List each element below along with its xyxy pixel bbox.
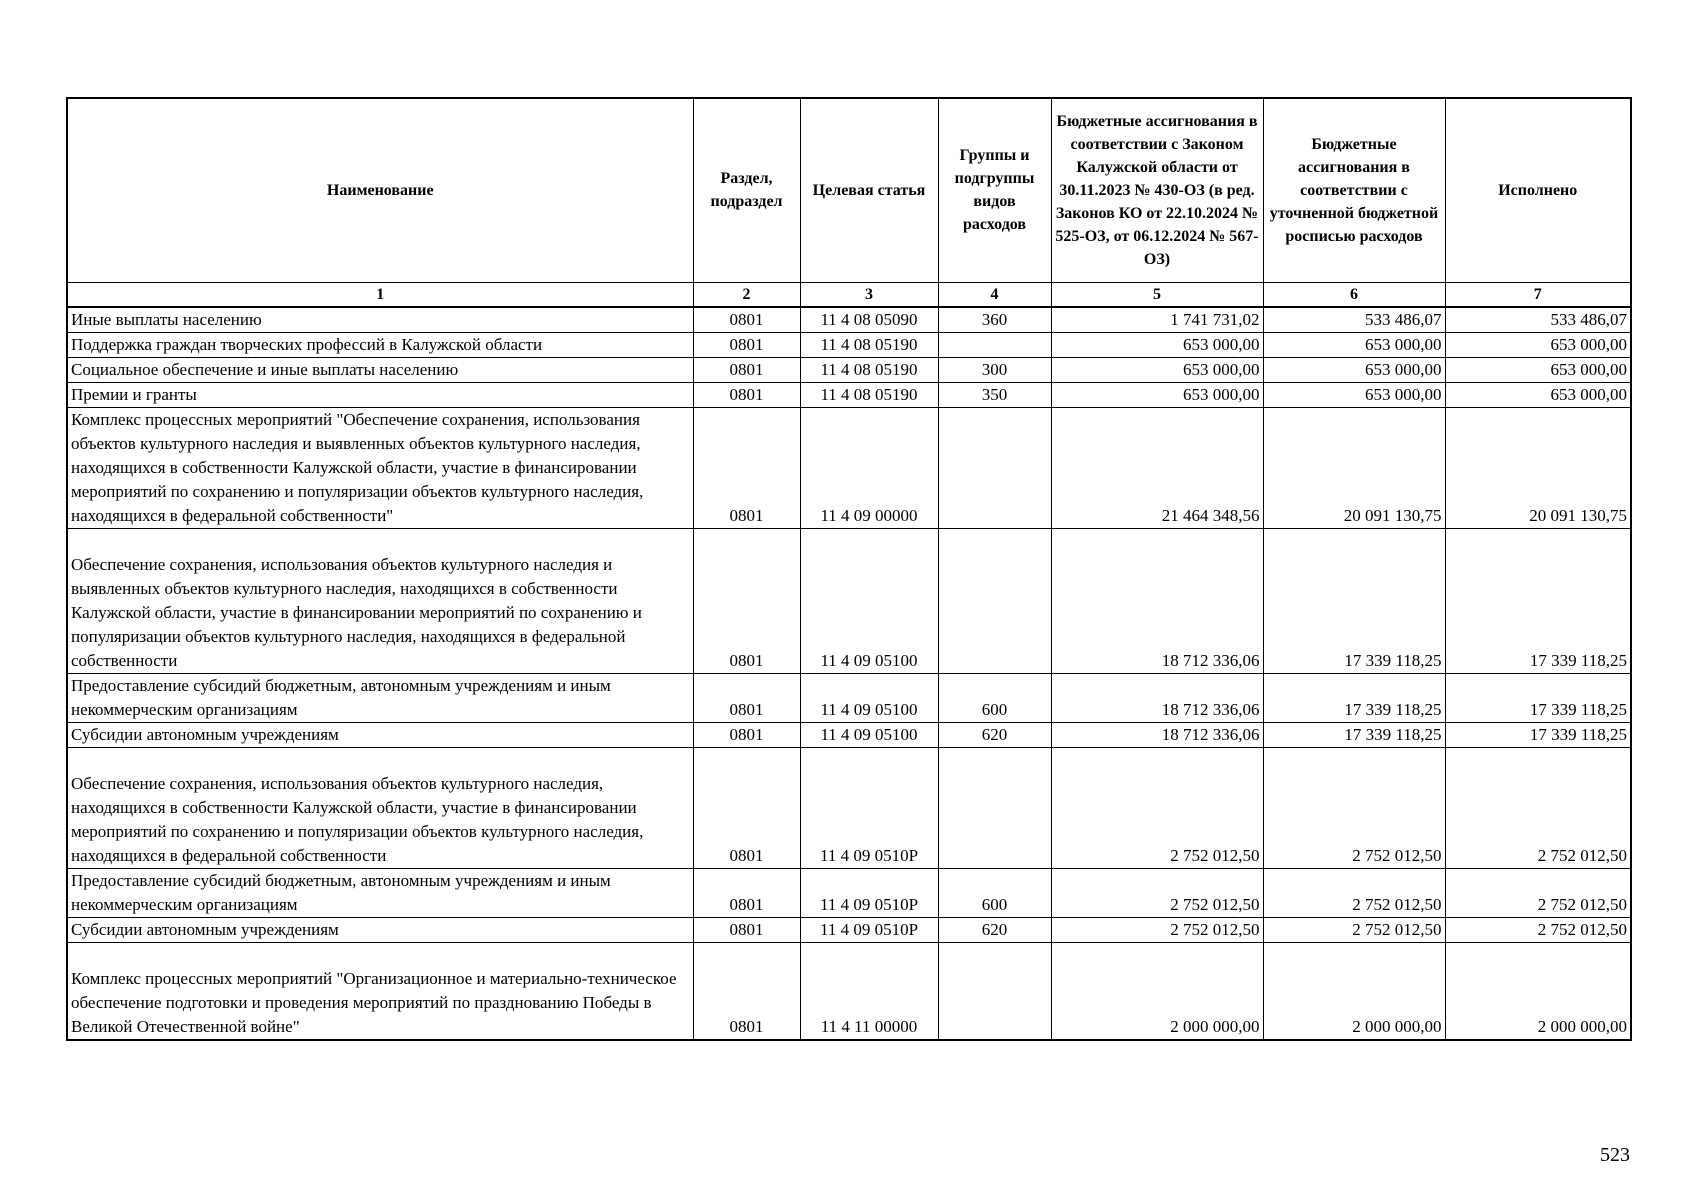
row-refined-amount: 2 752 012,50: [1263, 917, 1445, 942]
table-row: [67, 673, 1631, 722]
row-name: Премии и гранты: [67, 382, 693, 407]
row-executed-amount: 2 752 012,50: [1445, 868, 1631, 917]
row-refined-amount: 20 091 130,75: [1263, 407, 1445, 528]
page-number: 523: [1600, 1144, 1630, 1166]
row-group: 300: [938, 357, 1051, 382]
row-refined-amount: 17 339 118,25: [1263, 722, 1445, 747]
row-law-amount: 2 752 012,50: [1051, 747, 1263, 868]
col-header-article: Целевая статья: [800, 98, 938, 282]
row-article: 11 4 09 05100: [800, 722, 938, 747]
row-article: 11 4 08 05190: [800, 382, 938, 407]
row-group: 600: [938, 673, 1051, 722]
row-name: Комплекс процессных мероприятий "Организационное и материально-техническое обеспечение подготовки и проведения мероприятий по празднованию Победы в Великой Отечественной войне": [67, 942, 693, 1040]
row-name: Поддержка граждан творческих профессий в Калужской области: [67, 332, 693, 357]
table-row: [67, 332, 1631, 357]
row-name: Предоставление субсидий бюджетным, автономным учреждениям и иным некоммерческим организациям: [67, 673, 693, 722]
budget-table: [66, 97, 1632, 1041]
table-row: [67, 407, 1631, 528]
row-group: 620: [938, 917, 1051, 942]
row-law-amount: 653 000,00: [1051, 382, 1263, 407]
row-executed-amount: 17 339 118,25: [1445, 673, 1631, 722]
row-section: 0801: [693, 722, 800, 747]
col-number: 1: [67, 282, 693, 307]
col-number: 6: [1263, 282, 1445, 307]
table-row: [67, 528, 1631, 673]
row-article: 11 4 09 05100: [800, 528, 938, 673]
row-executed-amount: 2 000 000,00: [1445, 942, 1631, 1040]
col-number: 3: [800, 282, 938, 307]
row-section: 0801: [693, 673, 800, 722]
row-law-amount: 1 741 731,02: [1051, 307, 1263, 333]
row-group: [938, 528, 1051, 673]
row-executed-amount: 17 339 118,25: [1445, 528, 1631, 673]
row-article: 11 4 09 00000: [800, 407, 938, 528]
row-refined-amount: 653 000,00: [1263, 357, 1445, 382]
row-name: Обеспечение сохранения, использования объектов культурного наследия и выявленных объектов культурного наследия, находящихся в собственности Калужской области, участие в финансировании мероприятий по сохранению и популяризации объектов культурного наследия, находящихся в федеральной собственности: [67, 528, 693, 673]
row-executed-amount: 17 339 118,25: [1445, 722, 1631, 747]
row-name: Социальное обеспечение и иные выплаты населению: [67, 357, 693, 382]
col-header-law: Бюджетные ассигнования в соответствии с Законом Калужской области от 30.11.2023 № 430-ОЗ (в ред. Законов КО от 22.10.2024 № 525-ОЗ, от 06.12.2024 № 567-ОЗ): [1051, 98, 1263, 282]
row-name: Субсидии автономным учреждениям: [67, 917, 693, 942]
row-article: 11 4 11 00000: [800, 942, 938, 1040]
row-executed-amount: 653 000,00: [1445, 357, 1631, 382]
table-row: [67, 382, 1631, 407]
row-law-amount: 653 000,00: [1051, 332, 1263, 357]
table-row: [67, 942, 1631, 1040]
col-header-group: Группы и подгруппы видов расходов: [938, 98, 1051, 282]
table-row: [67, 357, 1631, 382]
row-law-amount: 18 712 336,06: [1051, 722, 1263, 747]
row-executed-amount: 533 486,07: [1445, 307, 1631, 333]
row-name: Предоставление субсидий бюджетным, автономным учреждениям и иным некоммерческим организациям: [67, 868, 693, 917]
row-section: 0801: [693, 332, 800, 357]
table-row: [67, 917, 1631, 942]
row-article: 11 4 09 0510P: [800, 917, 938, 942]
row-refined-amount: 2 752 012,50: [1263, 747, 1445, 868]
row-refined-amount: 2 000 000,00: [1263, 942, 1445, 1040]
row-section: 0801: [693, 357, 800, 382]
row-section: 0801: [693, 528, 800, 673]
table-row: [67, 307, 1631, 333]
row-section: 0801: [693, 307, 800, 333]
row-group: [938, 942, 1051, 1040]
col-header-section: Раздел, подраздел: [693, 98, 800, 282]
row-law-amount: 18 712 336,06: [1051, 673, 1263, 722]
row-name: Комплекс процессных мероприятий "Обеспечение сохранения, использования объектов культурного наследия и выявленных объектов культурного наследия, находящихся в собственности Калужской области, участие в финансировании мероприятий по сохранению и популяризации объектов культурного наследия, находящихся в федеральной собственности": [67, 407, 693, 528]
row-law-amount: 21 464 348,56: [1051, 407, 1263, 528]
row-group: [938, 332, 1051, 357]
row-law-amount: 2 752 012,50: [1051, 868, 1263, 917]
row-group: 360: [938, 307, 1051, 333]
row-refined-amount: 17 339 118,25: [1263, 528, 1445, 673]
row-law-amount: 18 712 336,06: [1051, 528, 1263, 673]
row-group: [938, 747, 1051, 868]
header-row: [67, 98, 1631, 282]
row-group: 600: [938, 868, 1051, 917]
row-refined-amount: 17 339 118,25: [1263, 673, 1445, 722]
row-refined-amount: 653 000,00: [1263, 332, 1445, 357]
col-number: 5: [1051, 282, 1263, 307]
row-refined-amount: 2 752 012,50: [1263, 868, 1445, 917]
col-number: 7: [1445, 282, 1631, 307]
row-law-amount: 2 000 000,00: [1051, 942, 1263, 1040]
table-row: [67, 722, 1631, 747]
row-refined-amount: 653 000,00: [1263, 382, 1445, 407]
row-article: 11 4 09 05100: [800, 673, 938, 722]
row-section: 0801: [693, 382, 800, 407]
row-name: Иные выплаты населению: [67, 307, 693, 333]
row-name: Субсидии автономным учреждениям: [67, 722, 693, 747]
row-section: 0801: [693, 942, 800, 1040]
table-row: [67, 868, 1631, 917]
row-law-amount: 653 000,00: [1051, 357, 1263, 382]
row-article: 11 4 08 05090: [800, 307, 938, 333]
row-article: 11 4 09 0510P: [800, 868, 938, 917]
row-section: 0801: [693, 407, 800, 528]
row-article: 11 4 08 05190: [800, 332, 938, 357]
row-executed-amount: 653 000,00: [1445, 382, 1631, 407]
row-executed-amount: 2 752 012,50: [1445, 917, 1631, 942]
row-article: 11 4 09 0510P: [800, 747, 938, 868]
col-header-refined: Бюджетные ассигнования в соответствии с уточненной бюджетной росписью расходов: [1263, 98, 1445, 282]
row-group: [938, 407, 1051, 528]
row-executed-amount: 653 000,00: [1445, 332, 1631, 357]
col-header-name: Наименование: [67, 98, 693, 282]
col-number: 2: [693, 282, 800, 307]
column-number-row: [67, 282, 1631, 307]
row-executed-amount: 20 091 130,75: [1445, 407, 1631, 528]
row-group: 620: [938, 722, 1051, 747]
col-header-executed: Исполнено: [1445, 98, 1631, 282]
row-executed-amount: 2 752 012,50: [1445, 747, 1631, 868]
row-group: 350: [938, 382, 1051, 407]
row-section: 0801: [693, 917, 800, 942]
row-law-amount: 2 752 012,50: [1051, 917, 1263, 942]
row-article: 11 4 08 05190: [800, 357, 938, 382]
col-number: 4: [938, 282, 1051, 307]
row-section: 0801: [693, 747, 800, 868]
table-row: [67, 747, 1631, 868]
row-section: 0801: [693, 868, 800, 917]
row-refined-amount: 533 486,07: [1263, 307, 1445, 333]
row-name: Обеспечение сохранения, использования объектов культурного наследия, находящихся в собственности Калужской области, участие в финансировании мероприятий по сохранению и популяризации объектов культурного наследия, находящихся в федеральной собственности: [67, 747, 693, 868]
